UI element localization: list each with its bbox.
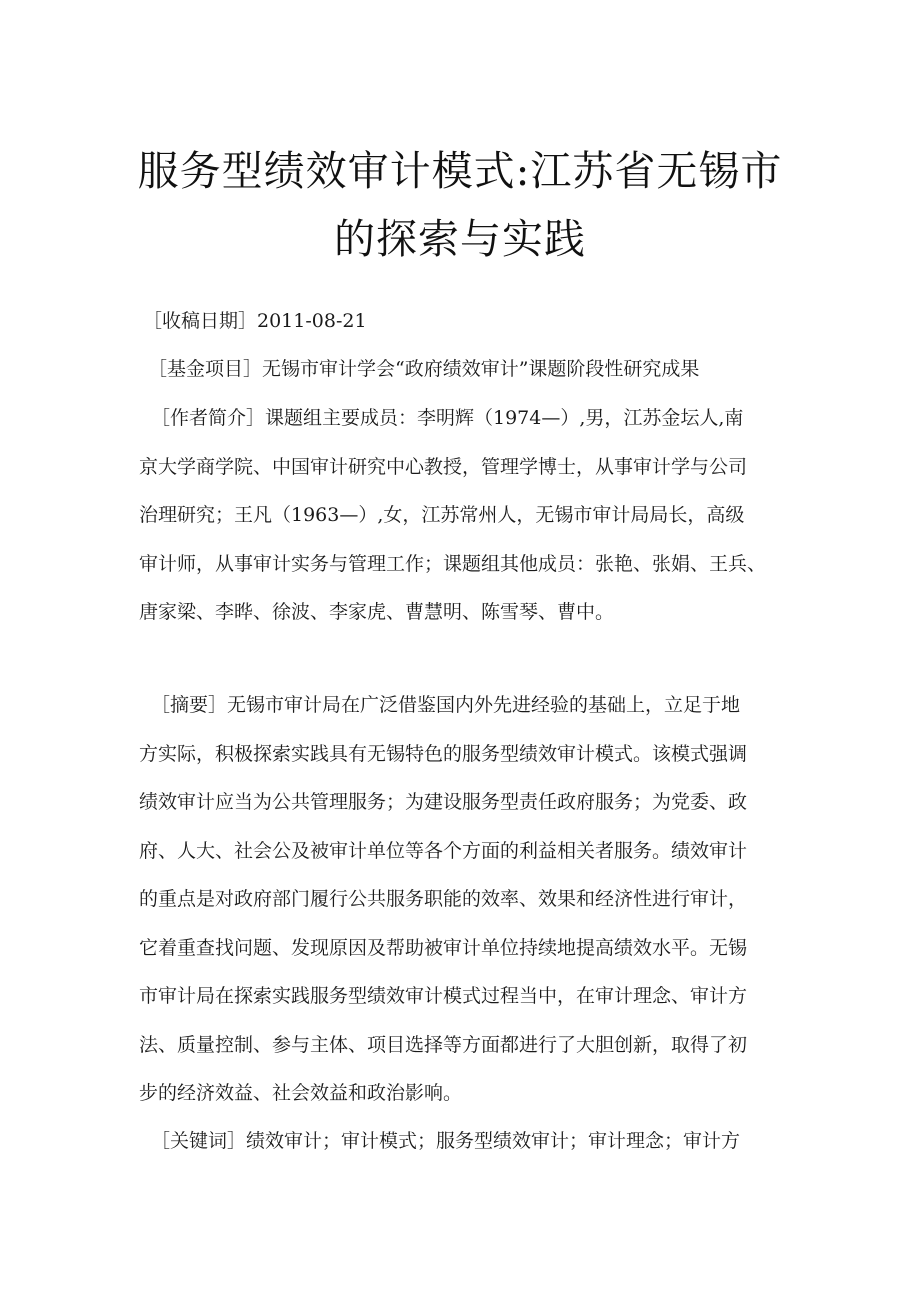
title-line-1: 服务型绩效审计模式:江苏省无锡市 [137, 147, 783, 195]
author-intro [139, 403, 799, 646]
keywords: ［关键词］绩效审计；审计模式；服务型绩效审计；审计理念；审计方 [151, 1130, 741, 1152]
author-line: 京大学商学院、中国审计研究中心教授，管理学博士，从事审计学与公司 [139, 455, 748, 478]
author-line: ［作者简介］课题组主要成员：李明辉（1974—）,男，江苏金坛人,南 [151, 407, 744, 429]
abstract-line: 绩效审计应当为公共管理服务；为建设服务型责任政府服务；为党委、政 [139, 791, 748, 813]
abstract-line: 法、质量控制、参与主体、项目选择等方面都进行了大胆创新，取得了初 [139, 1033, 748, 1056]
abstract-line: 它着重查找问题、发现原因及帮助被审计单位持续地提高绩效水平。无锡 [139, 936, 748, 959]
abstract-line: ［摘要］无锡市审计局在广泛借鉴国内外先进经验的基础上，立足于地 [151, 694, 741, 716]
keywords-block [139, 1126, 799, 1175]
abstract-line: 市审计局在探索实践服务型绩效审计模式过程当中，在审计理念、审计方 [139, 985, 748, 1007]
title-line-2: 的探索与实践 [334, 215, 586, 263]
abstract-line: 步的经济效益、社会效益和政治影响。 [139, 1082, 463, 1104]
abstract-line: 方实际，积极探索实践具有无锡特色的服务型绩效审计模式。该模式强调 [139, 742, 748, 765]
abstract [139, 690, 799, 1127]
author-line: 治理研究；王凡（1963—）,女，江苏常州人，无锡市审计局局长，高级 [139, 504, 745, 526]
fund-project: ［基金项目］无锡市审计学会“政府绩效审计”课题阶段性研究成果 [148, 358, 700, 380]
received-date: ［收稿日期］2011-08-21 [143, 310, 367, 332]
author-line: 唐家梁、李晔、徐波、李家虎、曹慧明、陈雪琴、曹中。 [139, 601, 615, 623]
abstract-line: 的重点是对政府部门履行公共服务职能的效率、效果和经济性进行审计， [139, 888, 748, 910]
author-line: 审计师，从事审计实务与管理工作；课题组其他成员：张艳、张娟、王兵、 [139, 552, 767, 575]
abstract-line: 府、人大、社会公及被审计单位等各个方面的利益相关者服务。绩效审计 [139, 839, 748, 862]
